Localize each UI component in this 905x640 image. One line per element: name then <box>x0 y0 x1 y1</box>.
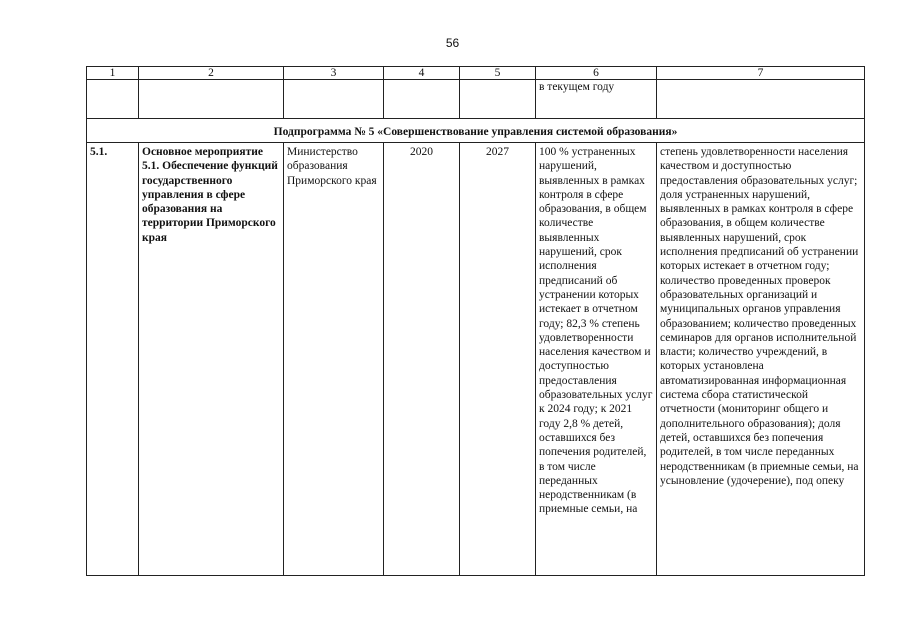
table-cell <box>87 80 139 119</box>
executor: Министерство образования Приморского края <box>284 143 384 576</box>
start-year: 2020 <box>384 143 460 576</box>
table-cell <box>460 80 536 119</box>
table-cell <box>657 80 865 119</box>
table-cell <box>139 80 284 119</box>
column-number: 5 <box>460 67 536 80</box>
continuation-row <box>87 80 865 119</box>
column-number-row <box>87 67 865 80</box>
indicators: степень удовлетворенности населения качеством и доступностью предоставления образовательных услуг; доля устраненных нарушений, выявленных в рамках контроля в сфере образования, в общем количестве выявленных нарушений, срок исполнения предписаний об устранении которых истекает в отчетном году; количество проведенных проверок образовательных организаций и муниципальных органов управления образованием; количество проведенных семинаров для органов исполнительной власти; количество учреждений, в которых установлена автоматизированная информационная система сбора статистической отчетности (мониторинг общего и дополнительного образования); доля детей, оставшихся без попечения родителей, в том числе переданных неродственникам (в приемные семьи, на усыновление (удочерение), под опеку <box>657 143 865 576</box>
column-number: 6 <box>536 67 657 80</box>
column-number: 7 <box>657 67 865 80</box>
subprogram-row <box>87 119 865 143</box>
table-row <box>87 143 865 576</box>
column-number: 4 <box>384 67 460 80</box>
row-number: 5.1. <box>87 143 139 576</box>
activity-name: Основное мероприятие 5.1. Обеспечение функций государственного управления в сфере образования на территории Приморского края <box>139 143 284 576</box>
end-year: 2027 <box>460 143 536 576</box>
program-table <box>86 66 865 576</box>
column-number: 3 <box>284 67 384 80</box>
table-cell <box>384 80 460 119</box>
table-cell: в текущем году <box>536 80 657 119</box>
page-number: 56 <box>445 36 460 50</box>
subprogram-title: Подпрограмма № 5 «Совершенствование управления системой образования» <box>87 119 865 143</box>
column-number: 2 <box>139 67 284 80</box>
column-number: 1 <box>87 67 139 80</box>
table-cell <box>284 80 384 119</box>
expected-result: 100 % устраненных нарушений, выявленных в рамках контроля в сфере образования, в общем количестве выявленных нарушений, срок исполнения предписаний об устранении которых истекает в отчетном году; 82,3 % степень удовлетворенности населения качеством и доступностью предоставления образовательных услуг к 2024 году; к 2021 году 2,8 % детей, оставшихся без попечения родителей, в том числе переданных неродственникам (в приемные семьи, на <box>536 143 657 576</box>
